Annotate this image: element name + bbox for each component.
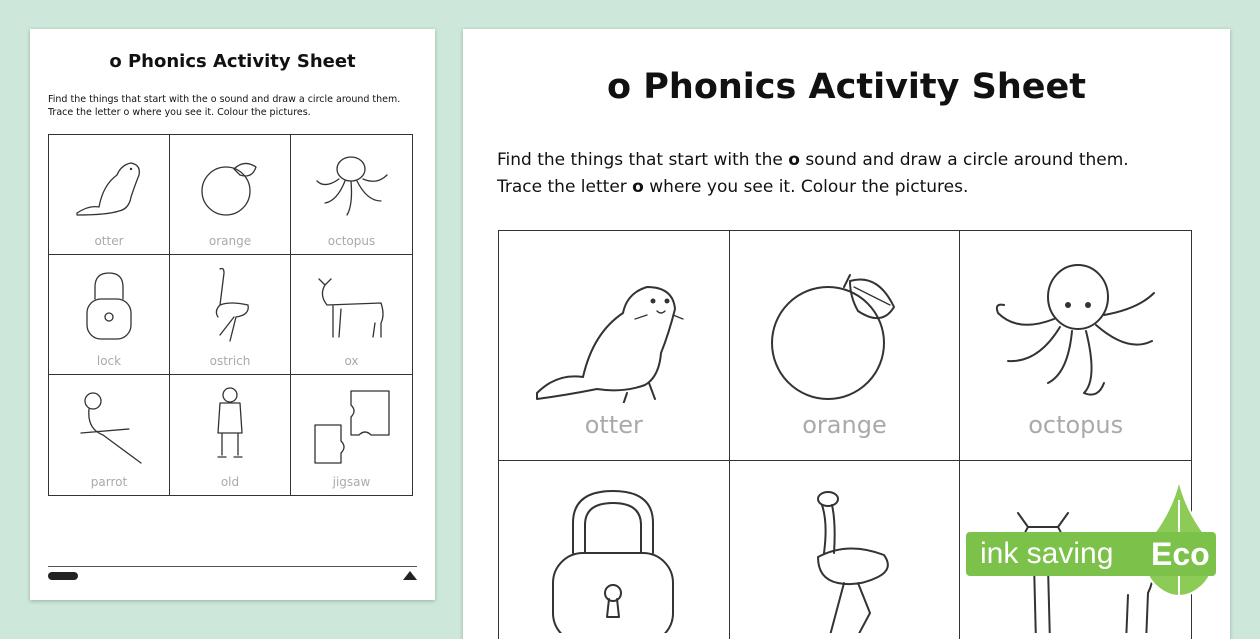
- footer-mark-icon: [403, 571, 417, 580]
- instr-letter-1: o: [788, 150, 800, 170]
- large-cell-lock: [499, 461, 730, 639]
- large-cell-orange: [730, 231, 961, 461]
- small-sheet-instructions: [48, 93, 420, 119]
- octopus-icon: [311, 145, 391, 225]
- large-instructions-line1: [497, 147, 1217, 174]
- ink-saving-eco-badge: [966, 480, 1236, 598]
- large-sheet-title: o Phonics Activity Sheet: [607, 67, 1086, 107]
- ox-icon: [311, 265, 391, 345]
- twinkl-logo-icon: [48, 572, 78, 580]
- instr-text-c: Trace the letter: [497, 177, 633, 197]
- ostrich-icon: [758, 483, 928, 633]
- large-cell-octopus: [960, 231, 1191, 461]
- large-instructions-line2: [497, 174, 1217, 201]
- small-cell-lock: [49, 255, 170, 375]
- ink-saving-label: ink saving: [980, 537, 1114, 570]
- large-cell-ostrich: [730, 461, 961, 639]
- small-word-ostrich: ostrich: [209, 354, 251, 368]
- small-word-lock: lock: [96, 354, 122, 368]
- large-word-orange: orange: [802, 411, 887, 439]
- lock-icon: [527, 483, 697, 633]
- small-cell-ox: [291, 255, 412, 375]
- lock-icon: [69, 265, 149, 345]
- small-word-old: old: [220, 475, 240, 489]
- small-cell-old: [170, 375, 291, 495]
- small-word-orange: orange: [208, 234, 252, 248]
- small-worksheet-preview: [30, 29, 435, 600]
- small-instructions-line1: Find the things that start with the o sound and draw a circle around them.: [48, 94, 401, 105]
- orange-icon: [190, 145, 270, 225]
- large-cell-otter: [499, 231, 730, 461]
- small-cell-jigsaw: [291, 375, 412, 495]
- small-word-parrot: parrot: [90, 475, 128, 489]
- instr-letter-2: o: [632, 177, 644, 197]
- small-cell-parrot: [49, 375, 170, 495]
- jigsaw-icon: [311, 385, 391, 465]
- eco-label: Eco: [1151, 536, 1210, 572]
- parrot-icon: [69, 385, 149, 465]
- large-word-otter: otter: [584, 411, 643, 439]
- large-word-octopus: octopus: [1028, 411, 1124, 439]
- instr-text-b: sound and draw a circle around them.: [799, 150, 1129, 170]
- small-word-octopus: octopus: [327, 234, 376, 248]
- small-sheet-footer: [48, 566, 417, 584]
- otter-icon: [69, 145, 149, 225]
- old-person-icon: [190, 385, 270, 465]
- small-cell-octopus: [291, 135, 412, 255]
- orange-icon: [758, 253, 928, 403]
- small-word-ox: ox: [344, 354, 359, 368]
- small-cell-ostrich: [170, 255, 291, 375]
- large-sheet-instructions: [497, 147, 1217, 201]
- footer-divider: [48, 566, 417, 567]
- small-word-otter: otter: [94, 234, 124, 248]
- ostrich-icon: [190, 265, 270, 345]
- instr-text-a: Find the things that start with the: [497, 150, 789, 170]
- instr-text-d: where you see it. Colour the pictures.: [643, 177, 969, 197]
- small-word-jigsaw: jigsaw: [332, 475, 371, 489]
- otter-icon: [527, 253, 697, 403]
- small-sheet-title: o Phonics Activity Sheet: [109, 51, 356, 72]
- octopus-icon: [988, 253, 1158, 403]
- small-cell-orange: [170, 135, 291, 255]
- small-picture-grid: [48, 134, 413, 496]
- small-cell-otter: [49, 135, 170, 255]
- small-instructions-line2: Trace the letter o where you see it. Colour the pictures.: [48, 107, 311, 118]
